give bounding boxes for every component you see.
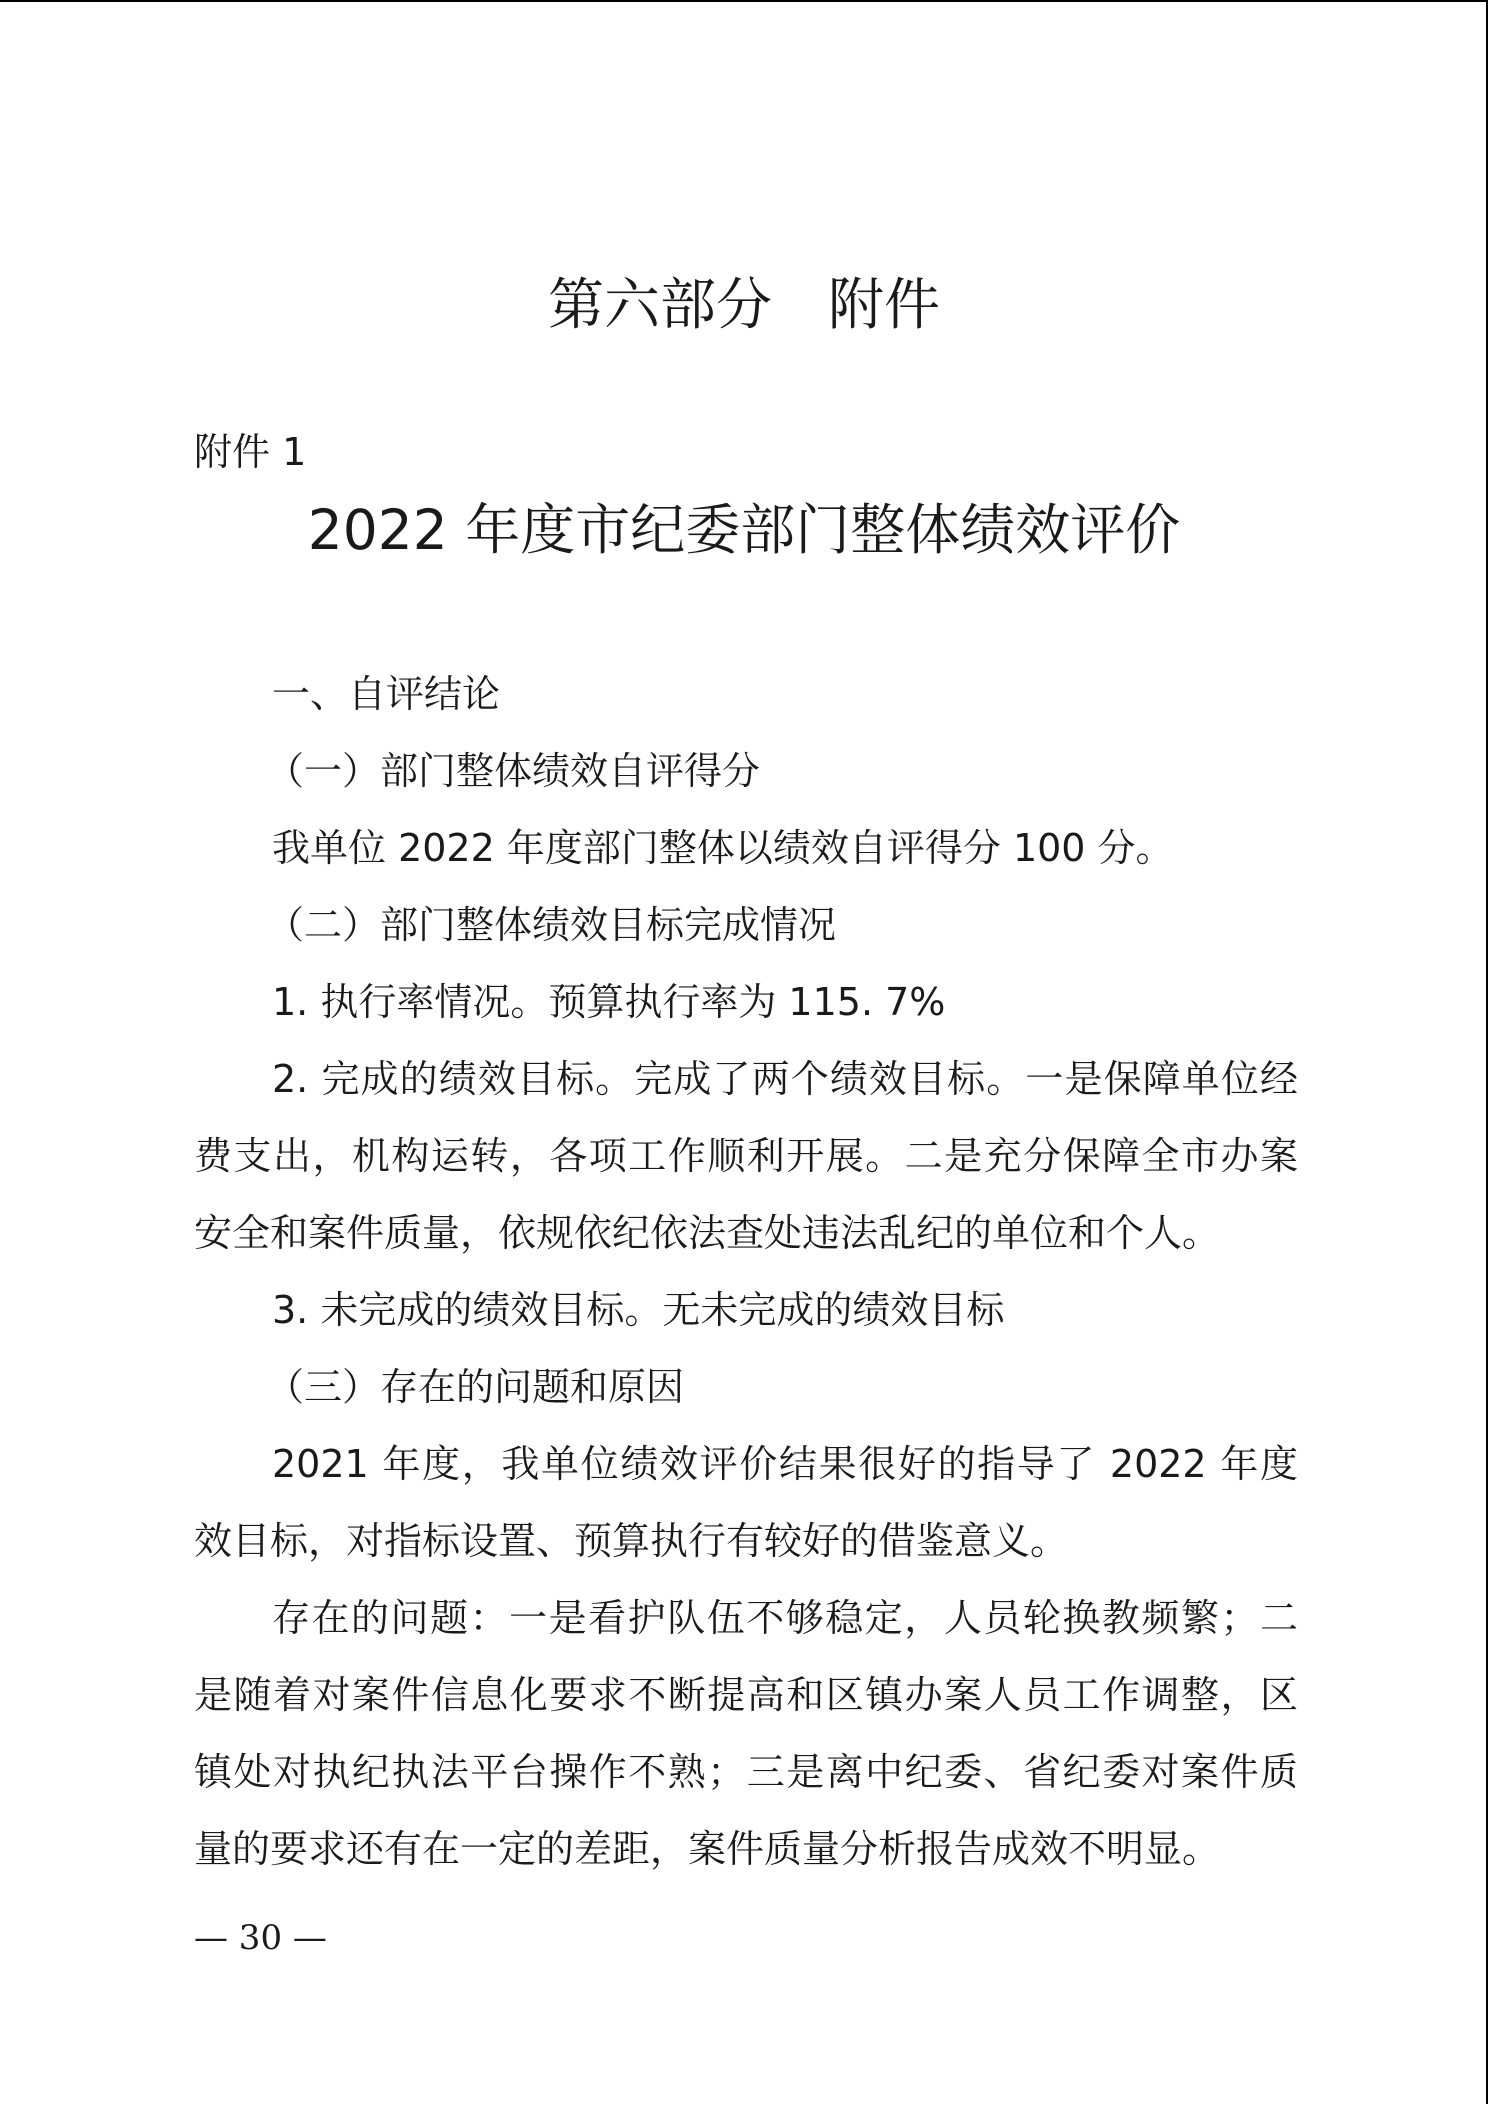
annex-label: 附件 1 bbox=[194, 430, 307, 474]
paragraph-2021-line-1: 2021 年度，我单位绩效评价结果很好的指导了 2022 年度 bbox=[272, 1442, 1298, 1486]
subheading-score: （一）部门整体绩效自评得分 bbox=[266, 749, 761, 793]
paragraph-2021-line-2: 效目标，对指标设置、预算执行有较好的借鉴意义。 bbox=[194, 1519, 1069, 1563]
document-title: 2022 年度市纪委部门整体绩效评价 bbox=[307, 498, 1181, 562]
page-number: — 30 — bbox=[194, 1918, 327, 1958]
top-border-line bbox=[0, 0, 1488, 2]
paragraph-problems-line-3: 镇处对执纪执法平台操作不熟；三是离中纪委、省纪委对案件质 bbox=[194, 1750, 1298, 1794]
paragraph-problems-line-2: 是随着对案件信息化要求不断提高和区镇办案人员工作调整，区 bbox=[194, 1673, 1298, 1717]
paragraph-uncompleted-goals: 3. 未完成的绩效目标。无未完成的绩效目标 bbox=[272, 1288, 1005, 1332]
paragraph-problems-line-1: 存在的问题：一是看护队伍不够稳定，人员轮换教频繁；二 bbox=[272, 1596, 1298, 1640]
part-title: 第六部分 附件 bbox=[548, 273, 940, 338]
paragraph-completed-goals-line-1: 2. 完成的绩效目标。完成了两个绩效目标。一是保障单位经 bbox=[272, 1057, 1298, 1101]
subheading-problems-and-causes: （三）存在的问题和原因 bbox=[266, 1365, 685, 1409]
paragraph-score: 我单位 2022 年度部门整体以绩效自评得分 100 分。 bbox=[272, 826, 1174, 870]
heading-self-evaluation-conclusion: 一、自评结论 bbox=[272, 672, 501, 716]
paragraph-problems-line-4: 量的要求还有在一定的差距，案件质量分析报告成效不明显。 bbox=[194, 1827, 1221, 1871]
paragraph-completed-goals-line-3: 安全和案件质量，依规依纪依法查处违法乱纪的单位和个人。 bbox=[194, 1211, 1221, 1255]
paragraph-execution-rate: 1. 执行率情况。预算执行率为 115. 7% bbox=[272, 980, 946, 1024]
paragraph-completed-goals-line-2: 费支出，机构运转，各项工作顺利开展。二是充分保障全市办案 bbox=[194, 1134, 1298, 1178]
subheading-target-completion: （二）部门整体绩效目标完成情况 bbox=[266, 903, 837, 947]
